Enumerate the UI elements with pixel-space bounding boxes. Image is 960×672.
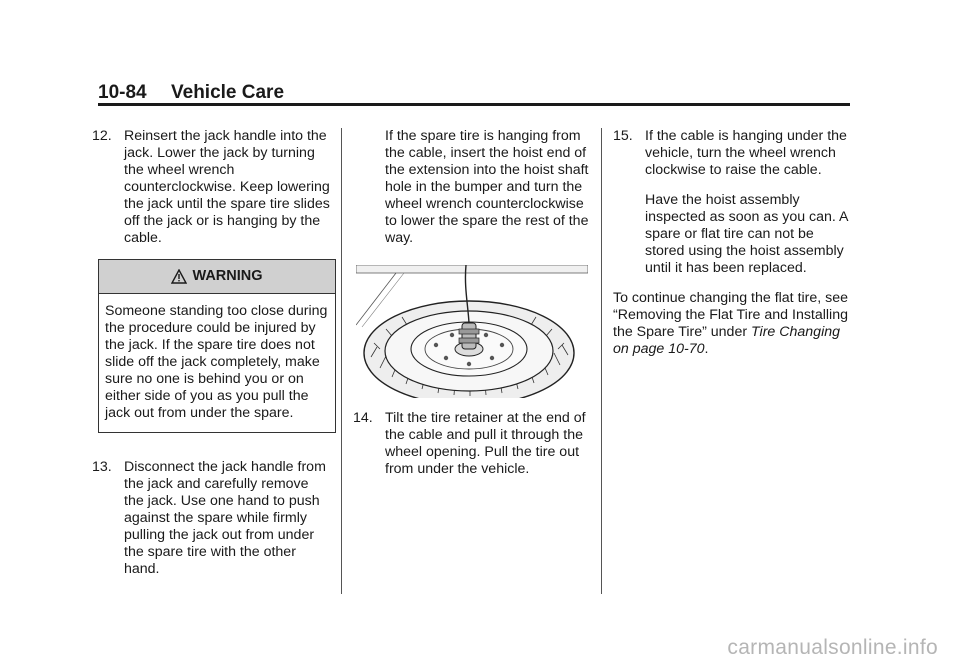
step-13-continued: If the spare tire is hanging from the cable, insert the hoist end of the extension into the hoist shaft hole in the bumper and turn the wheel wrench counterclockwise to lower the spare the rest of the way. (385, 128, 589, 246)
spare-tire-illustration (356, 265, 588, 398)
step-text: Disconnect the jack handle from the jack and carefully remove the jack. Use one hand to push against the spare while firmly pulling the jack out from under the spare tire with the other hand. (124, 459, 326, 577)
step-number: 15. (613, 128, 633, 144)
watermark: carmanualsonline.info (727, 636, 938, 659)
step-number: 14. (353, 410, 373, 426)
step-number: 12. (92, 128, 112, 144)
step-15-note: Have the hoist assembly inspected as soon as you can. A spare or flat tire can not be stored using the hoist assembly until it has been replaced. (645, 192, 848, 276)
section-title: Vehicle Care (171, 82, 285, 103)
column-2 (353, 128, 591, 478)
warning-box (98, 259, 336, 433)
step-13 (92, 459, 332, 578)
column-divider (601, 128, 602, 594)
page-number: 10-84 (98, 82, 147, 103)
header-rule (98, 103, 850, 106)
column-1 (92, 128, 332, 578)
warning-title: WARNING (192, 268, 263, 284)
step-12 (92, 128, 332, 247)
column-3 (613, 128, 853, 358)
warning-header (99, 260, 335, 294)
warning-triangle-icon (171, 269, 187, 284)
column-divider (341, 128, 342, 594)
cross-reference-link[interactable]: Tire Changing on page 10-70 (613, 324, 841, 357)
step-number: 13. (92, 459, 112, 475)
warning-body: Someone standing too close during the procedure could be injured by the jack. If the spare tire does not slide off the jack completely, make sure no one is behind you or on either side of you as you pull the jack out from under the spare. (105, 303, 328, 421)
step-text: Tilt the tire retainer at the end of the cable and pull it through the wheel opening. Pull the tire out from under the vehicle. (385, 410, 586, 477)
step-15 (613, 128, 853, 179)
step-text: Reinsert the jack handle into the jack. Lower the jack by turning the wheel wrench counterclockwise. Keep lowering the jack until the spare tire slides off the jack or is hanging by the cable. (124, 128, 330, 246)
step-text: If the cable is hanging under the vehicle, turn the wheel wrench clockwise to raise the cable. (645, 128, 847, 178)
closing-end: . (704, 341, 709, 357)
closing-text: To continue changing the flat tire, see “Removing the Flat Tire and Installing the Spare Tire” under (613, 290, 849, 340)
closing-paragraph (613, 290, 853, 358)
step-14 (353, 410, 591, 478)
